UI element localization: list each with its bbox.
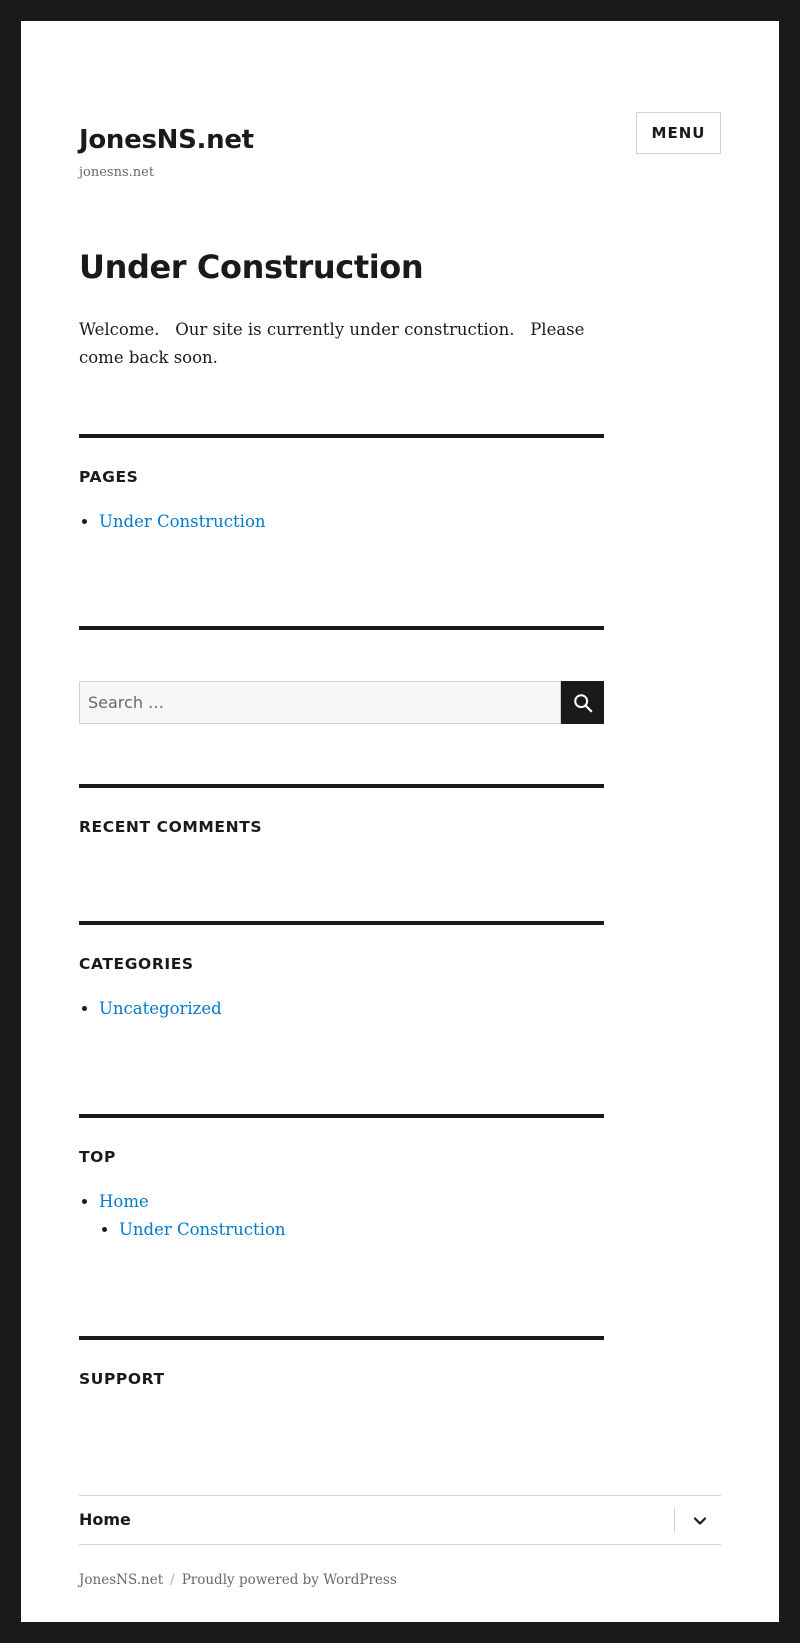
- widget-pages: [79, 434, 604, 536]
- site-title[interactable]: JonesNS.net: [79, 125, 254, 155]
- top-menu-list: [79, 1188, 604, 1244]
- footer-navigation: [79, 1495, 721, 1545]
- search-icon: [572, 692, 594, 714]
- list-item: [99, 995, 604, 1023]
- widget-title: TOP: [79, 1148, 116, 1166]
- pages-list: [79, 508, 604, 536]
- submenu-toggle-button[interactable]: [688, 1509, 712, 1533]
- search-form: [79, 681, 604, 724]
- top-submenu-list: [99, 1216, 604, 1244]
- footer-separator: /: [170, 1572, 175, 1588]
- widget-search-divider: [79, 626, 604, 630]
- top-link-under-construction[interactable]: Under Construction: [119, 1220, 286, 1239]
- search-button[interactable]: [561, 681, 604, 724]
- widget-title: RECENT COMMENTS: [79, 818, 263, 836]
- widget-categories: [79, 921, 604, 1023]
- widget-title: PAGES: [79, 468, 139, 486]
- widget-top: [79, 1114, 604, 1244]
- footer-nav-home[interactable]: Home: [79, 1510, 131, 1529]
- powered-by-link[interactable]: Proudly powered by WordPress: [181, 1572, 397, 1588]
- page-container: [21, 21, 779, 1622]
- widget-recent-comments: [79, 784, 604, 836]
- list-item: [99, 508, 604, 536]
- widget-title: SUPPORT: [79, 1370, 165, 1388]
- list-item: [99, 1188, 604, 1244]
- site-info: [79, 1572, 397, 1588]
- entry-content: Welcome. Our site is currently under construction. Please come back soon.: [79, 320, 590, 367]
- entry-title: Under Construction: [79, 248, 424, 286]
- list-item: [119, 1216, 604, 1244]
- site-description: jonesns.net: [79, 165, 155, 180]
- page-link-under-construction[interactable]: Under Construction: [99, 512, 266, 531]
- top-link-home[interactable]: Home: [99, 1192, 149, 1211]
- widget-support: [79, 1336, 604, 1388]
- footer-site-name[interactable]: JonesNS.net: [79, 1572, 164, 1588]
- search-input[interactable]: [79, 681, 561, 724]
- footer-nav-divider: [674, 1508, 675, 1533]
- categories-list: [79, 995, 604, 1023]
- menu-button[interactable]: MENU: [636, 112, 721, 154]
- widget-title: CATEGORIES: [79, 955, 194, 973]
- chevron-down-icon: [692, 1513, 708, 1529]
- category-link-uncategorized[interactable]: Uncategorized: [99, 999, 222, 1018]
